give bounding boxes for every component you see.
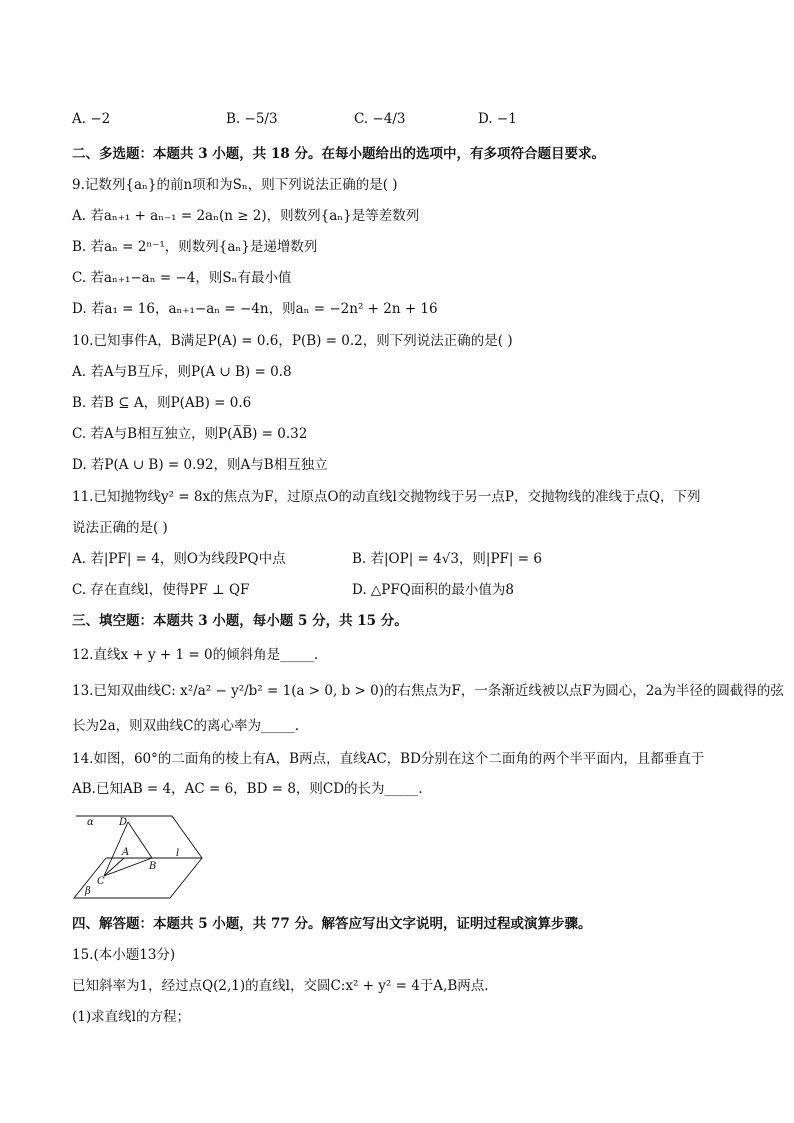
q9-option-d: D. 若a₁ = 16，aₙ₊₁−aₙ = −4n，则aₙ = −2n² + 2n + 16 xyxy=(72,301,438,317)
q15-part-1: (1)求直线l的方程； xyxy=(72,1009,190,1025)
q11-option-c: C. 存在直线l，使得PF ⊥ QF xyxy=(72,582,250,598)
label-a: A xyxy=(122,847,130,858)
q13-line2: 长为2a，则双曲线C的离心率为_____. xyxy=(72,718,300,734)
section-4-heading: 四、解答题：本题共 5 小题，共 77 分。解答应写出文字说明，证明过程或演算步骤。 xyxy=(72,916,592,932)
q15-heading: 15.(本小题13分) xyxy=(72,947,176,963)
label-beta: β xyxy=(85,886,91,897)
q12-text: 12.直线x + y + 1 = 0的倾斜角是_____. xyxy=(72,647,319,663)
label-b: B xyxy=(149,861,157,872)
q13-line1: 13.已知双曲线C: x²/a² − y²/b² = 1(a > 0, b > 0)的右焦点为F，一条渐近线被以点F为圆心，2a为半径的圆截得的弦 xyxy=(72,683,784,699)
section-2-heading: 二、多选题：本题共 3 小题，共 18 分。在每小题给出的选项中，有多项符合题目要求。 xyxy=(72,146,605,162)
q8-option-c: C. −4/3 xyxy=(354,111,406,127)
q10-option-d: D. 若P(A ∪ B) = 0.92，则A与B相互独立 xyxy=(72,457,328,473)
q9-option-c: C. 若aₙ₊₁−aₙ = −4，则Sₙ有最小值 xyxy=(72,270,292,286)
q11-option-a: A. 若|PF| = 4，则O为线段PQ中点 xyxy=(72,551,286,567)
segment-bd xyxy=(128,822,152,858)
plane-alpha xyxy=(76,816,202,858)
label-c: C xyxy=(97,876,105,887)
q11-option-b: B. 若|OP| = 4√3，则|PF| = 6 xyxy=(352,551,542,567)
plane-beta xyxy=(74,858,202,898)
q10-stem: 10.已知事件A，B满足P(A) = 0.6，P(B) = 0.2，则下列说法正确的是( ) xyxy=(72,333,513,349)
q8-option-a: A. −2 xyxy=(72,111,111,127)
q9-option-a: A. 若aₙ₊₁ + aₙ₋₁ = 2aₙ(n ≥ 2)，则数列{aₙ}是等差数列 xyxy=(72,208,420,224)
label-d: D xyxy=(119,817,128,828)
q8-option-b: B. −5/3 xyxy=(226,111,278,127)
dihedral-angle-figure xyxy=(70,812,210,904)
q11-stem-line1: 11.已知抛物线y² = 8x的焦点为F，过原点O的动直线l交抛物线于另一点P，交抛物线的准线于点Q，下列 xyxy=(72,489,701,505)
q11-stem-line2: 说法正确的是( ) xyxy=(72,520,168,536)
q9-option-b: B. 若aₙ = 2ⁿ⁻¹，则数列{aₙ}是递增数列 xyxy=(72,239,318,255)
q14-line1: 14.如图，60°的二面角的棱上有A，B两点，直线AC，BD分别在这个二面角的两个半平面内，且都垂直于 xyxy=(72,751,705,767)
label-alpha: α xyxy=(87,817,94,828)
label-l: l xyxy=(176,848,180,859)
q9-stem: 9.记数列{aₙ}的前n项和为Sₙ，则下列说法正确的是( ) xyxy=(72,177,398,193)
q10-option-c: C. 若A与B相互独立，则P(A̅B̅) = 0.32 xyxy=(72,426,308,442)
q10-option-b: B. 若B ⊆ A，则P(AB) = 0.6 xyxy=(72,395,252,411)
segment-ac xyxy=(104,858,124,876)
q10-option-a: A. 若A与B互斥，则P(A ∪ B) = 0.8 xyxy=(72,364,292,380)
q8-option-d: D. −1 xyxy=(478,111,517,127)
q14-line2: AB.已知AB = 4，AC = 6，BD = 8，则CD的长为_____. xyxy=(72,781,423,797)
section-3-heading: 三、填空题：本题共 3 小题，每小题 5 分，共 15 分。 xyxy=(72,613,408,629)
q15-stem: 已知斜率为1，经过点Q(2,1)的直线l，交圆C:x² + y² = 4于A,B两点. xyxy=(72,978,489,994)
q11-option-d: D. △PFQ面积的最小值为8 xyxy=(352,582,514,598)
